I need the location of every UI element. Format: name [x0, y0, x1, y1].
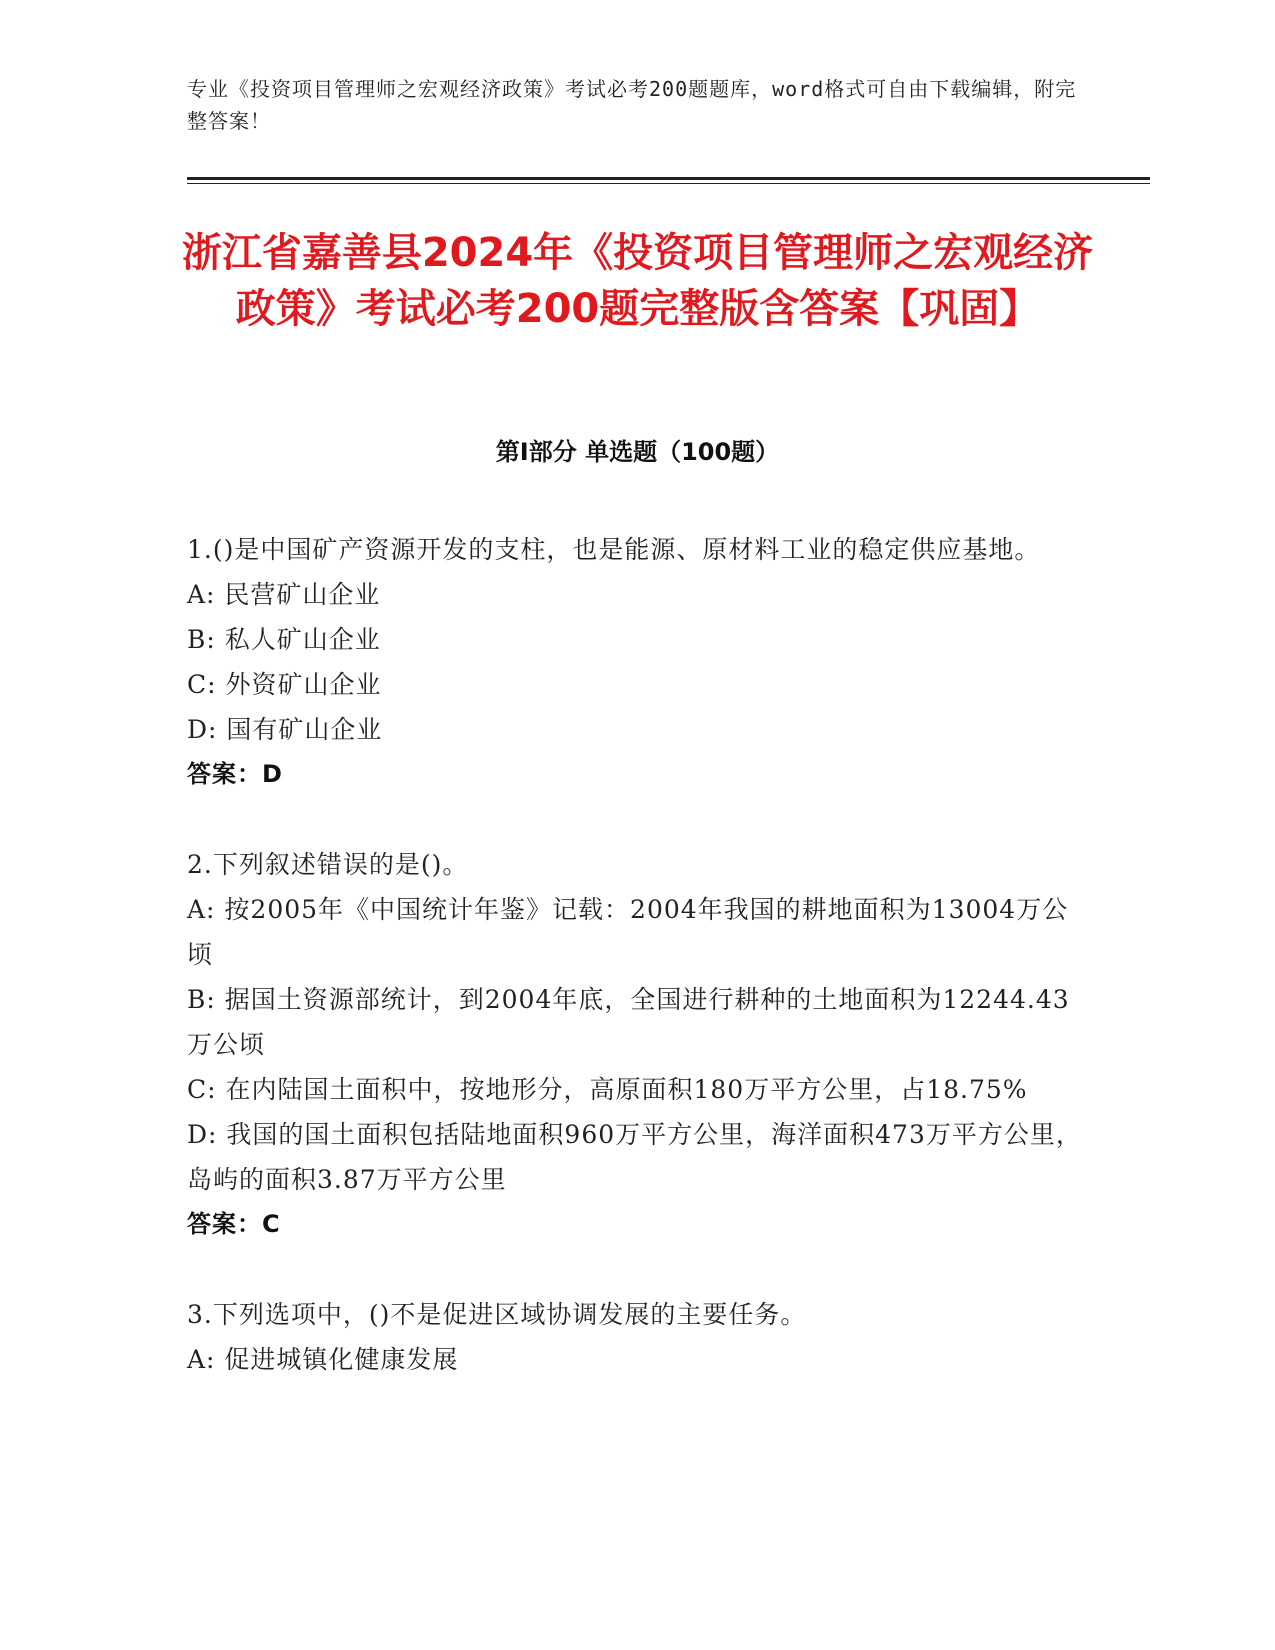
- question-stem: 1.()是中国矿产资源开发的支柱，也是能源、原材料工业的稳定供应基地。: [187, 535, 1041, 564]
- option-b: B: 私人矿山企业: [187, 625, 381, 654]
- header-note: 专业《投资项目管理师之宏观经济政策》考试必考200题题库，word格式可自由下载编辑，附完整答案！: [187, 77, 1077, 133]
- option-d: D: 国有矿山企业: [187, 715, 383, 744]
- header-divider-thick: [187, 177, 1150, 180]
- option-c: C: 在内陆国土面积中，按地形分，高原面积180万平方公里，占18.75%: [187, 1075, 1028, 1104]
- answer-label: 答案：C: [187, 1210, 281, 1238]
- option-b: B: 据国土资源部统计，到2004年底，全国进行耕种的土地面积为12244.43万公顷: [187, 985, 1070, 1059]
- question-stem: 2.下列叙述错误的是()。: [187, 850, 469, 879]
- option-c: C: 外资矿山企业: [187, 670, 382, 699]
- option-a: A: 按2005年《中国统计年鉴》记载：2004年我国的耕地面积为13004万公顷: [187, 895, 1069, 969]
- question-3: [187, 1292, 1092, 1382]
- answer-label: 答案：D: [187, 760, 283, 788]
- section-title: 第I部分 单选题（100题）: [495, 438, 780, 466]
- question-2: [187, 842, 1092, 1247]
- document-title: 浙江省嘉善县2024年《投资项目管理师之宏观经济政策》考试必考200题完整版含答案【巩固】: [181, 230, 1094, 332]
- question-1: [187, 527, 1092, 797]
- question-stem: 3.下列选项中，()不是促进区域协调发展的主要任务。: [187, 1300, 807, 1329]
- header-divider-thin: [187, 183, 1150, 184]
- option-d: D: 我国的国土面积包括陆地面积960万平方公里，海洋面积473万平方公里，岛屿的面积3.87万平方公里: [187, 1120, 1082, 1194]
- option-a: A: 民营矿山企业: [187, 580, 381, 609]
- question-list: [187, 527, 1092, 1427]
- option-a: A: 促进城镇化健康发展: [187, 1345, 459, 1374]
